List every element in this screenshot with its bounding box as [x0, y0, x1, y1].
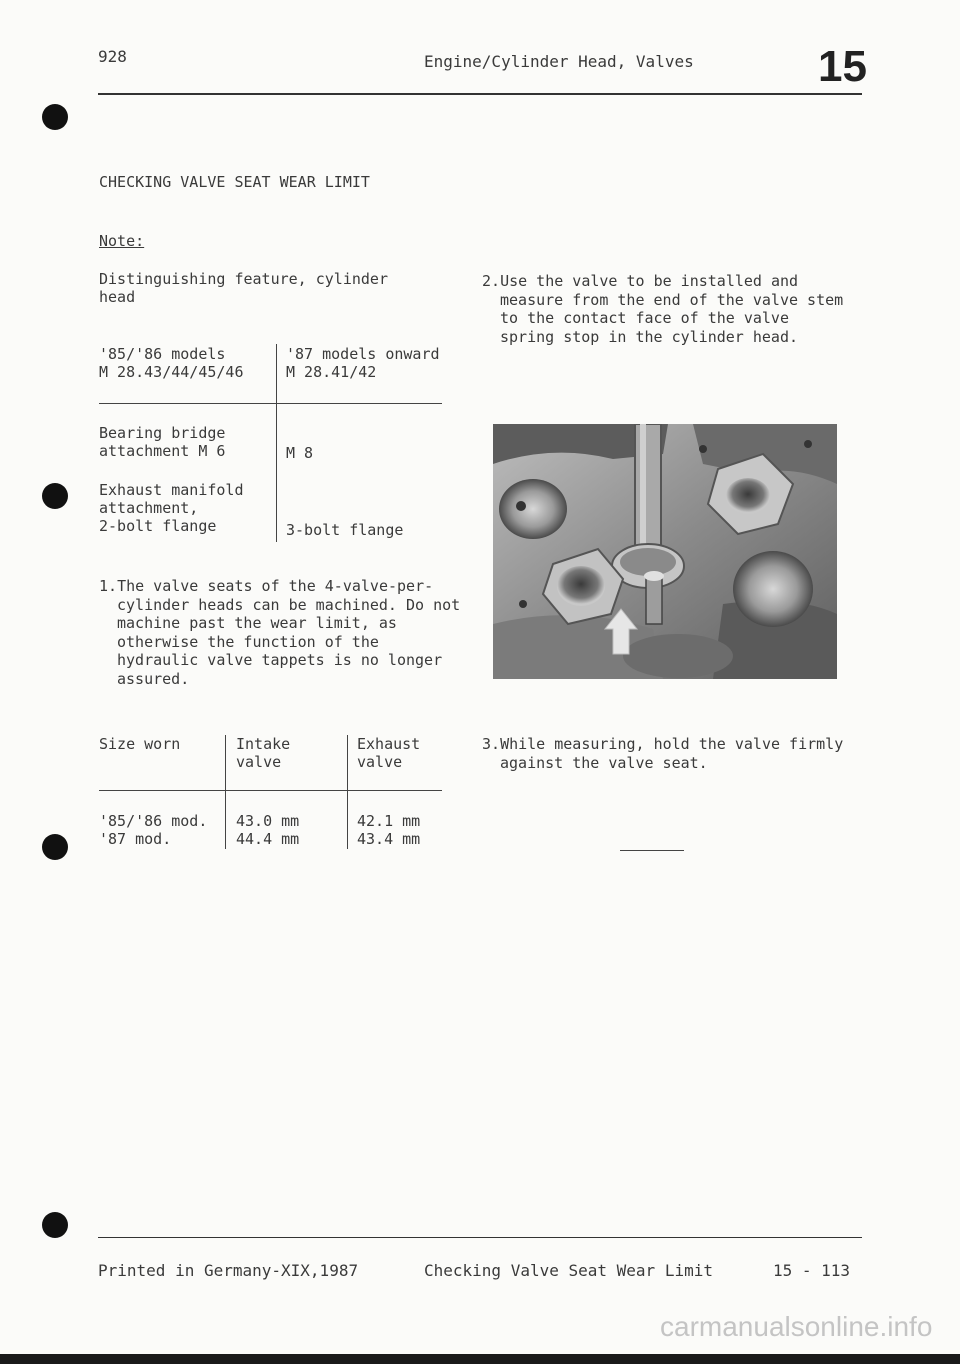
cylinder-head-photo-drawing [493, 424, 837, 679]
table2-cell: '85/'86 mod. [99, 812, 208, 830]
footer-printed: Printed in Germany-XIX,1987 [98, 1261, 359, 1280]
table2-cell: 42.1 mm [357, 812, 421, 830]
table1-col2-header: '87 models onward M 28.41/42 [286, 345, 440, 381]
table2-header-size: Size worn [99, 735, 181, 753]
page-header-title: Engine/Cylinder Head, Valves [424, 52, 694, 71]
table1-row-value: M 8 [286, 444, 314, 462]
footer-title: Checking Valve Seat Wear Limit [424, 1261, 713, 1280]
model-number: 928 [98, 47, 127, 66]
step-2 [482, 272, 845, 346]
table1-header-rule [99, 403, 442, 404]
step-number: 2. [482, 272, 501, 290]
table2-divider [347, 735, 348, 849]
watermark: carmanualsonline.info [660, 1311, 933, 1342]
table2-cell: 44.4 mm [236, 830, 300, 848]
header-rule [98, 93, 862, 95]
step-1 [99, 577, 467, 688]
bottom-edge-bar [0, 1354, 960, 1364]
note-intro: Distinguishing feature, cylinder head [99, 270, 388, 306]
end-of-section-rule [620, 850, 684, 851]
section-title: CHECKING VALVE SEAT WEAR LIMIT [99, 173, 370, 191]
footer-page-number: 15 - 113 [773, 1261, 851, 1280]
table2-header-rule [99, 790, 442, 791]
binder-hole [42, 1212, 68, 1238]
table2-header-intake: Intake valve [236, 735, 291, 771]
binder-hole [42, 834, 68, 860]
footer-rule [98, 1237, 862, 1238]
step-3 [482, 735, 845, 772]
table1-row-feature: Bearing bridge attachment M 6 [99, 424, 226, 460]
table2-cell: 43.4 mm [357, 830, 421, 848]
step-number: 3. [482, 735, 501, 753]
binder-hole [42, 483, 68, 509]
table2-divider [225, 735, 226, 849]
table1-row-value: 3-bolt flange [286, 521, 404, 539]
table2-cell: '87 mod. [99, 830, 172, 848]
table1-row-feature: Exhaust manifold attachment, 2-bolt flange [99, 481, 244, 535]
table2-cell: 43.0 mm [236, 812, 300, 830]
binder-hole [42, 104, 68, 130]
step-text: While measuring, hold the valve firmly against the valve seat. [500, 735, 844, 772]
section-group-number: 15 [818, 42, 867, 91]
step-number: 1. [99, 577, 118, 595]
step-text: The valve seats of the 4-valve-per-cylinder heads can be machined. Do not machine past the wear limit, as otherwise the function of the hydraulic valve tappets is no longer assured. [117, 577, 461, 688]
table1-column-divider [276, 344, 277, 542]
cylinder-head-photo [493, 424, 837, 679]
table2-header-exhaust: Exhaust valve [357, 735, 421, 771]
table1-col1-header: '85/'86 models M 28.43/44/45/46 [99, 345, 244, 381]
note-label: Note: [99, 232, 145, 250]
step-text: Use the valve to be installed and measure from the end of the valve stem to the contact face of the valve spring stop in the cylinder head. [500, 272, 844, 346]
